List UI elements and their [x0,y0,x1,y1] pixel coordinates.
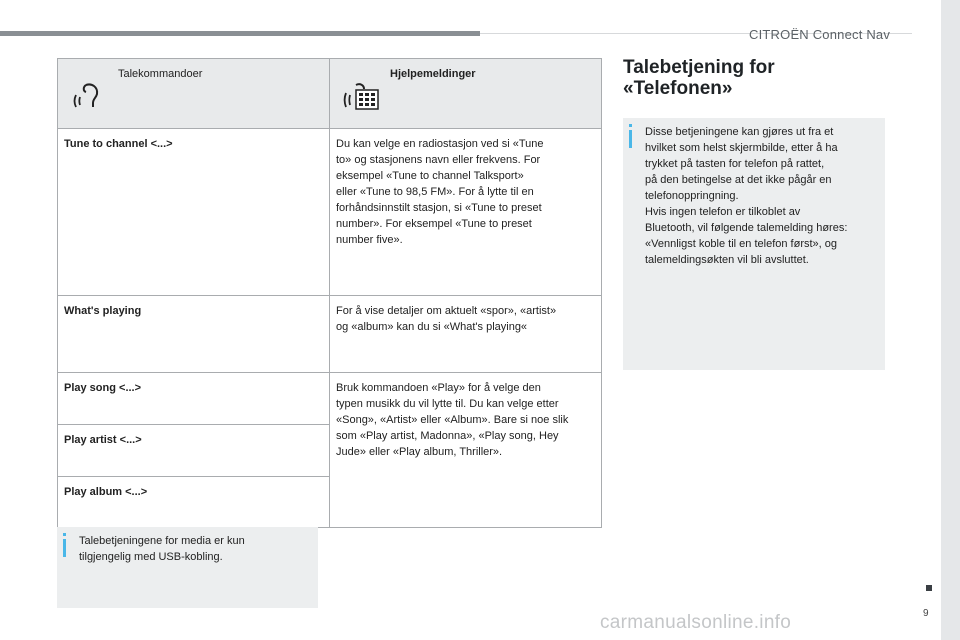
help-text: Du kan velge en radiostasjon ved si «Tune to» og stasjonens navn eller frekvens. For eksempel «Tune to channel Talksport» eller «Tune to 98,5 FM». For å lytte til en forhåndsinnstilt stasjon, si «Tune to preset number». For eksempel «Tune to preset number five». [336,138,544,246]
command-cell [58,477,330,528]
info-icon-bar [63,539,66,557]
watermark: carmanualsonline.info [600,612,792,633]
header-rule [0,31,480,36]
command-cell [58,425,330,477]
table-row [58,296,602,373]
voice-command-icon [70,77,110,111]
col-header-commands [58,59,330,129]
col-header-help [330,59,602,129]
info-note-phone [623,118,885,370]
section-title: Talebetjening for «Telefonen» [623,57,775,99]
command-cell [58,129,330,296]
help-text: Bruk kommandoen «Play» for å velge den typen musikk du vil lytte til. Du kan velge etter «Song», «Artist» eller «Album». Bare si noe slik som «Play artist, Madonna», «Play song, Hey Jude» eller «Play album, Thriller». [336,382,569,458]
help-cell [330,296,602,373]
continue-marker-icon [926,585,932,591]
col-header-commands-label: Talekommandoer [118,68,203,80]
info-note-media [57,527,318,608]
help-cell [330,373,602,528]
page-number: 9 [923,608,929,619]
voice-command-table [57,58,602,528]
command-text: Play song <...> [64,382,142,394]
info-note-text: Talebetjeningene for media er kun tilgjengelig med USB-kobling. [79,535,245,563]
brand-title: CITROËN Connect Nav [749,27,891,42]
page-edge-tab [941,0,960,640]
table-row [58,373,602,425]
command-text: What's playing [64,305,142,317]
info-icon-bar [629,130,632,148]
command-cell [58,296,330,373]
command-text: Play album <...> [64,486,148,498]
info-icon [63,533,66,536]
info-note-text: Disse betjeningene kan gjøres ut fra et hvilket som helst skjermbilde, etter å ha trykket på tasten for telefon på rattet, på den betingelse at det ikke pågår en telefonoppringning. Hvis ingen telefon er tilkoblet av Bluetooth, vil følgende talemelding høres: «Vennligst koble til en telefon først», og talemeldingsøkten vil bli avsluttet. [645,126,848,266]
help-cell [330,129,602,296]
help-text: For å vise detaljer om aktuelt «spor», «artist» og «album» kan du si «What's playing« [336,305,557,333]
col-header-help-label: Hjelpemeldinger [390,68,476,80]
table-row [58,129,602,296]
info-icon [629,124,632,127]
command-text: Play artist <...> [64,434,142,446]
command-cell [58,373,330,425]
voice-help-keypad-icon [342,77,382,111]
command-text: Tune to channel <...> [64,138,173,150]
